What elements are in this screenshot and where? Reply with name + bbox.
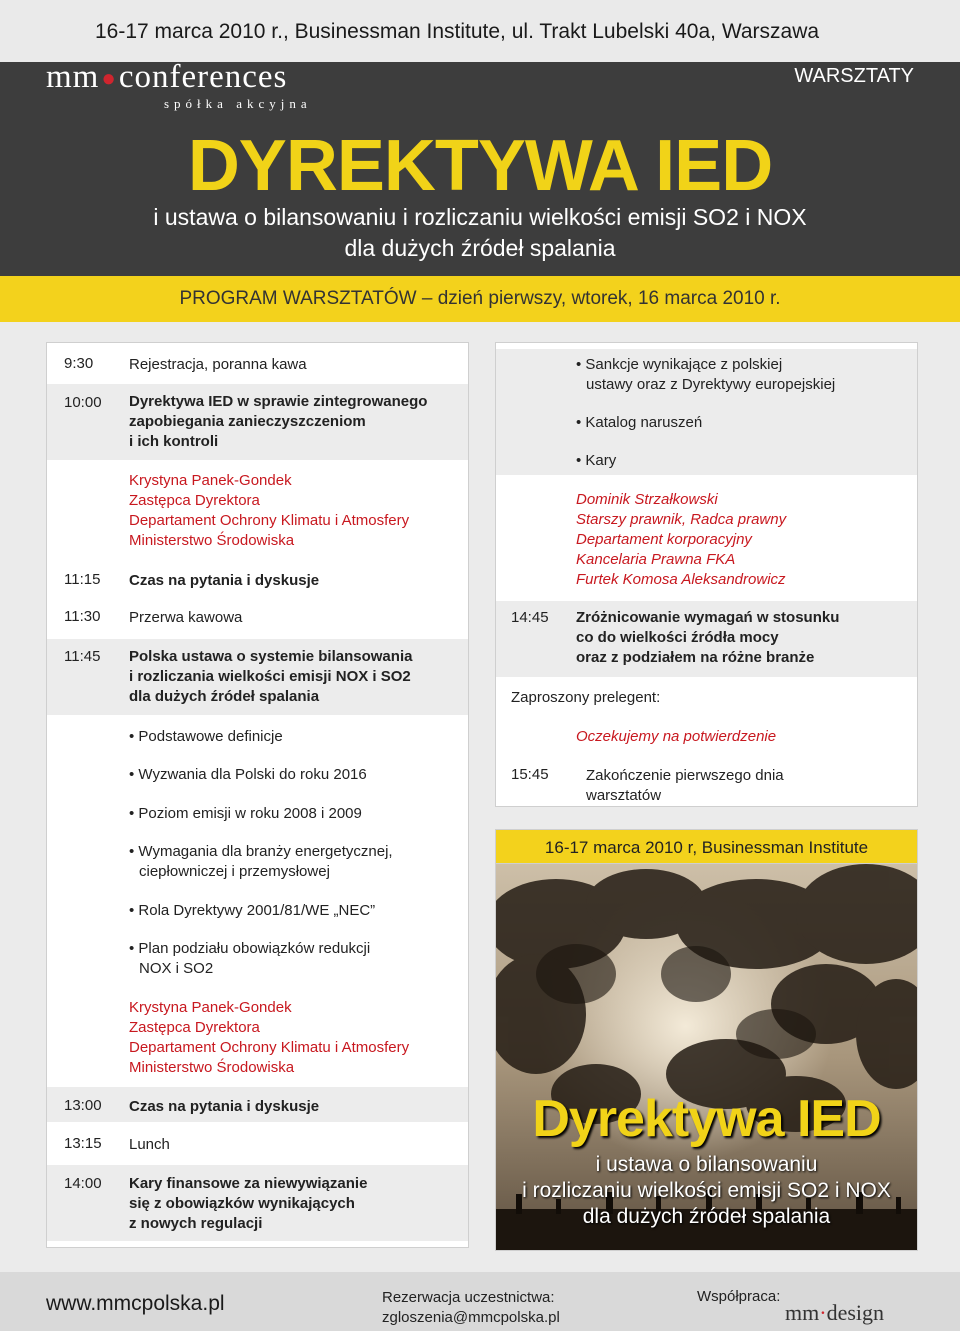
line: z nowych regulacji: [129, 1215, 263, 1232]
program-heading: PROGRAM WARSZTATÓW – dzień pierwszy, wtorek, 16 marca 2010 r.: [179, 288, 781, 309]
time: 14:00: [64, 1175, 102, 1192]
page-title: DYREKTYWA IED: [187, 126, 773, 206]
session-title: Czas na pytania i dyskusje: [129, 1098, 320, 1115]
speaker-organization: Ministerstwo Środowiska: [129, 1059, 295, 1076]
photo-subtitle: [496, 1152, 917, 1230]
smokestack-photo: [495, 863, 918, 1251]
schedule-row: [47, 1125, 468, 1160]
reservation-label: Rezerwacja uczestnictwa:: [382, 1289, 555, 1306]
line: dla dużych źródeł spalania: [129, 688, 320, 705]
reservation-info: [382, 1288, 560, 1328]
bullet-item: • Podstawowe definicje: [129, 728, 283, 745]
schedule-right-column: [495, 342, 918, 807]
speaker-name: Krystyna Panek-Gondek: [129, 999, 292, 1016]
content-area: [0, 322, 960, 1272]
line: i ich kontroli: [129, 433, 219, 450]
line: Dyrektywa IED w sprawie zintegrowanego: [129, 393, 428, 410]
bullet-item: [129, 842, 459, 882]
line: warsztatów: [586, 787, 662, 804]
speaker-organization: Furtek Komosa Aleksandrowicz: [576, 571, 786, 588]
line: zapobiegania zanieczyszczeniom: [129, 413, 366, 430]
speaker-department: Departament korporacyjny: [576, 531, 752, 548]
program-bar: [0, 276, 960, 322]
header: [0, 0, 960, 276]
time: 13:00: [64, 1097, 102, 1114]
speaker-organization: Ministerstwo Środowiska: [129, 532, 295, 549]
partner-logo-mm: mm: [785, 1300, 820, 1325]
session-title: [129, 392, 459, 452]
line: co do wielkości źródła mocy: [576, 629, 779, 646]
speaker-role: Starszy prawnik, Radca prawny: [576, 511, 787, 528]
time: 9:30: [64, 355, 94, 372]
bullet-item: [129, 939, 459, 979]
speaker-department: Departament Ochrony Klimatu i Atmosfery: [129, 1039, 410, 1056]
bullet-item: • Rola Dyrektywy 2001/81/WE „NEC”: [129, 902, 376, 919]
session-title: Czas na pytania i dyskusje: [129, 572, 320, 589]
bullet-item: [576, 355, 906, 395]
line: • Wymagania dla branży energetycznej,: [129, 843, 393, 860]
partner-logo-design: design: [826, 1300, 885, 1325]
line: i ustawa o bilansowaniu: [595, 1153, 818, 1176]
speaker-name: Dominik Strzałkowski: [576, 491, 718, 508]
time: 11:30: [64, 608, 101, 625]
speaker-info: [576, 490, 906, 590]
session-title: Przerwa kawowa: [129, 609, 243, 626]
footer: [0, 1272, 960, 1331]
time: 11:45: [64, 648, 101, 665]
schedule-row: [47, 1165, 468, 1241]
logo-dot-icon: ●: [101, 66, 117, 93]
time: 14:45: [511, 609, 549, 626]
line: Zakończenie pierwszego dnia: [586, 767, 784, 784]
line: Zróżnicowanie wymagań w stosunku: [576, 609, 840, 626]
line: NOX i SO2: [139, 960, 214, 977]
workshop-badge: WARSZTATY: [794, 65, 914, 87]
speaker-department: Departament Ochrony Klimatu i Atmosfery: [129, 512, 410, 529]
schedule-left-column: [46, 342, 469, 1248]
line: i rozliczaniu wielkości emisji SO2 i NOX: [522, 1179, 891, 1202]
line: • Plan podziału obowiązków redukcji: [129, 940, 371, 957]
bullet-item: • Kary: [576, 452, 617, 469]
event-info-bar: [0, 0, 960, 62]
event-info: 16-17 marca 2010 r., Businessman Institute, ul. Trakt Lubelski 40a, Warszawa: [95, 20, 820, 43]
line: i rozliczania wielkości emisji NOX i SO2: [129, 668, 411, 685]
schedule-row: [47, 355, 468, 381]
line: • Sankcje wynikające z polskiej: [576, 356, 783, 373]
date-bar: [495, 829, 918, 865]
time: 10:00: [64, 394, 102, 411]
logo-subtitle: spółka akcyjna: [164, 96, 312, 112]
partner-logo: [785, 1300, 884, 1326]
bullet-item: • Wyzwania dla Polski do roku 2016: [129, 766, 367, 783]
page-subtitle: [0, 202, 960, 264]
speaker-info: [129, 471, 459, 551]
speaker-organization: Kancelaria Prawna FKA: [576, 551, 736, 568]
schedule-row: [496, 601, 917, 677]
schedule-row: [496, 761, 917, 805]
website-link[interactable]: www.mmcpolska.pl: [46, 1292, 225, 1315]
logo-conferences: conferences: [118, 59, 288, 95]
session-title: [586, 766, 916, 806]
line: Polska ustawa o systemie bilansowania: [129, 648, 413, 665]
session-title: [129, 1174, 459, 1234]
company-logo: [46, 60, 312, 112]
time: 11:15: [64, 571, 101, 588]
session-title: [129, 647, 459, 707]
speaker-pending: Oczekujemy na potwierdzenie: [576, 728, 777, 745]
subtitle-line-2: dla dużych źródeł spalania: [344, 235, 616, 261]
line: ciepłowniczej i przemysłowej: [139, 863, 330, 880]
speaker-role: Zastępca Dyrektora: [129, 1019, 260, 1036]
schedule-row: [47, 639, 468, 715]
schedule-row: [47, 605, 468, 637]
line: ustawy oraz z Dyrektywy europejskiej: [586, 376, 836, 393]
subtitle-line-1: i ustawa o bilansowaniu i rozliczaniu wielkości emisji SO2 i NOX: [153, 204, 807, 230]
speaker-role: Zastępca Dyrektora: [129, 492, 260, 509]
speaker-info: [129, 998, 459, 1078]
time: 15:45: [511, 766, 549, 783]
session-title: [576, 608, 906, 668]
photo-title: Dyrektywa IED: [532, 1090, 881, 1148]
session-title: Rejestracja, poranna kawa: [129, 356, 307, 373]
time: 13:15: [64, 1135, 102, 1152]
date-location: 16-17 marca 2010 r, Businessman Institute: [544, 838, 869, 857]
session-title: Lunch: [129, 1136, 170, 1153]
logo-mm: mm: [46, 59, 100, 95]
invited-speaker-label: Zaproszony prelegent:: [511, 689, 661, 706]
speaker-name: Krystyna Panek-Gondek: [129, 472, 292, 489]
line: Kary finansowe za niewywiązanie: [129, 1175, 368, 1192]
schedule-row: [47, 384, 468, 460]
schedule-row: [47, 1087, 468, 1122]
cooperation-label: Współpraca:: [697, 1288, 781, 1305]
line: dla dużych źródeł spalania: [582, 1205, 831, 1228]
line: oraz z podziałem na różne branże: [576, 649, 815, 666]
schedule-row: [47, 569, 468, 599]
reservation-email[interactable]: zgloszenia@mmcpolska.pl: [382, 1309, 560, 1326]
bullet-item: • Katalog naruszeń: [576, 414, 703, 431]
partner-logo-dot-icon: ·: [819, 1300, 827, 1325]
line: się z obowiązków wynikających: [129, 1195, 355, 1212]
bullet-item: • Poziom emisji w roku 2008 i 2009: [129, 805, 362, 822]
